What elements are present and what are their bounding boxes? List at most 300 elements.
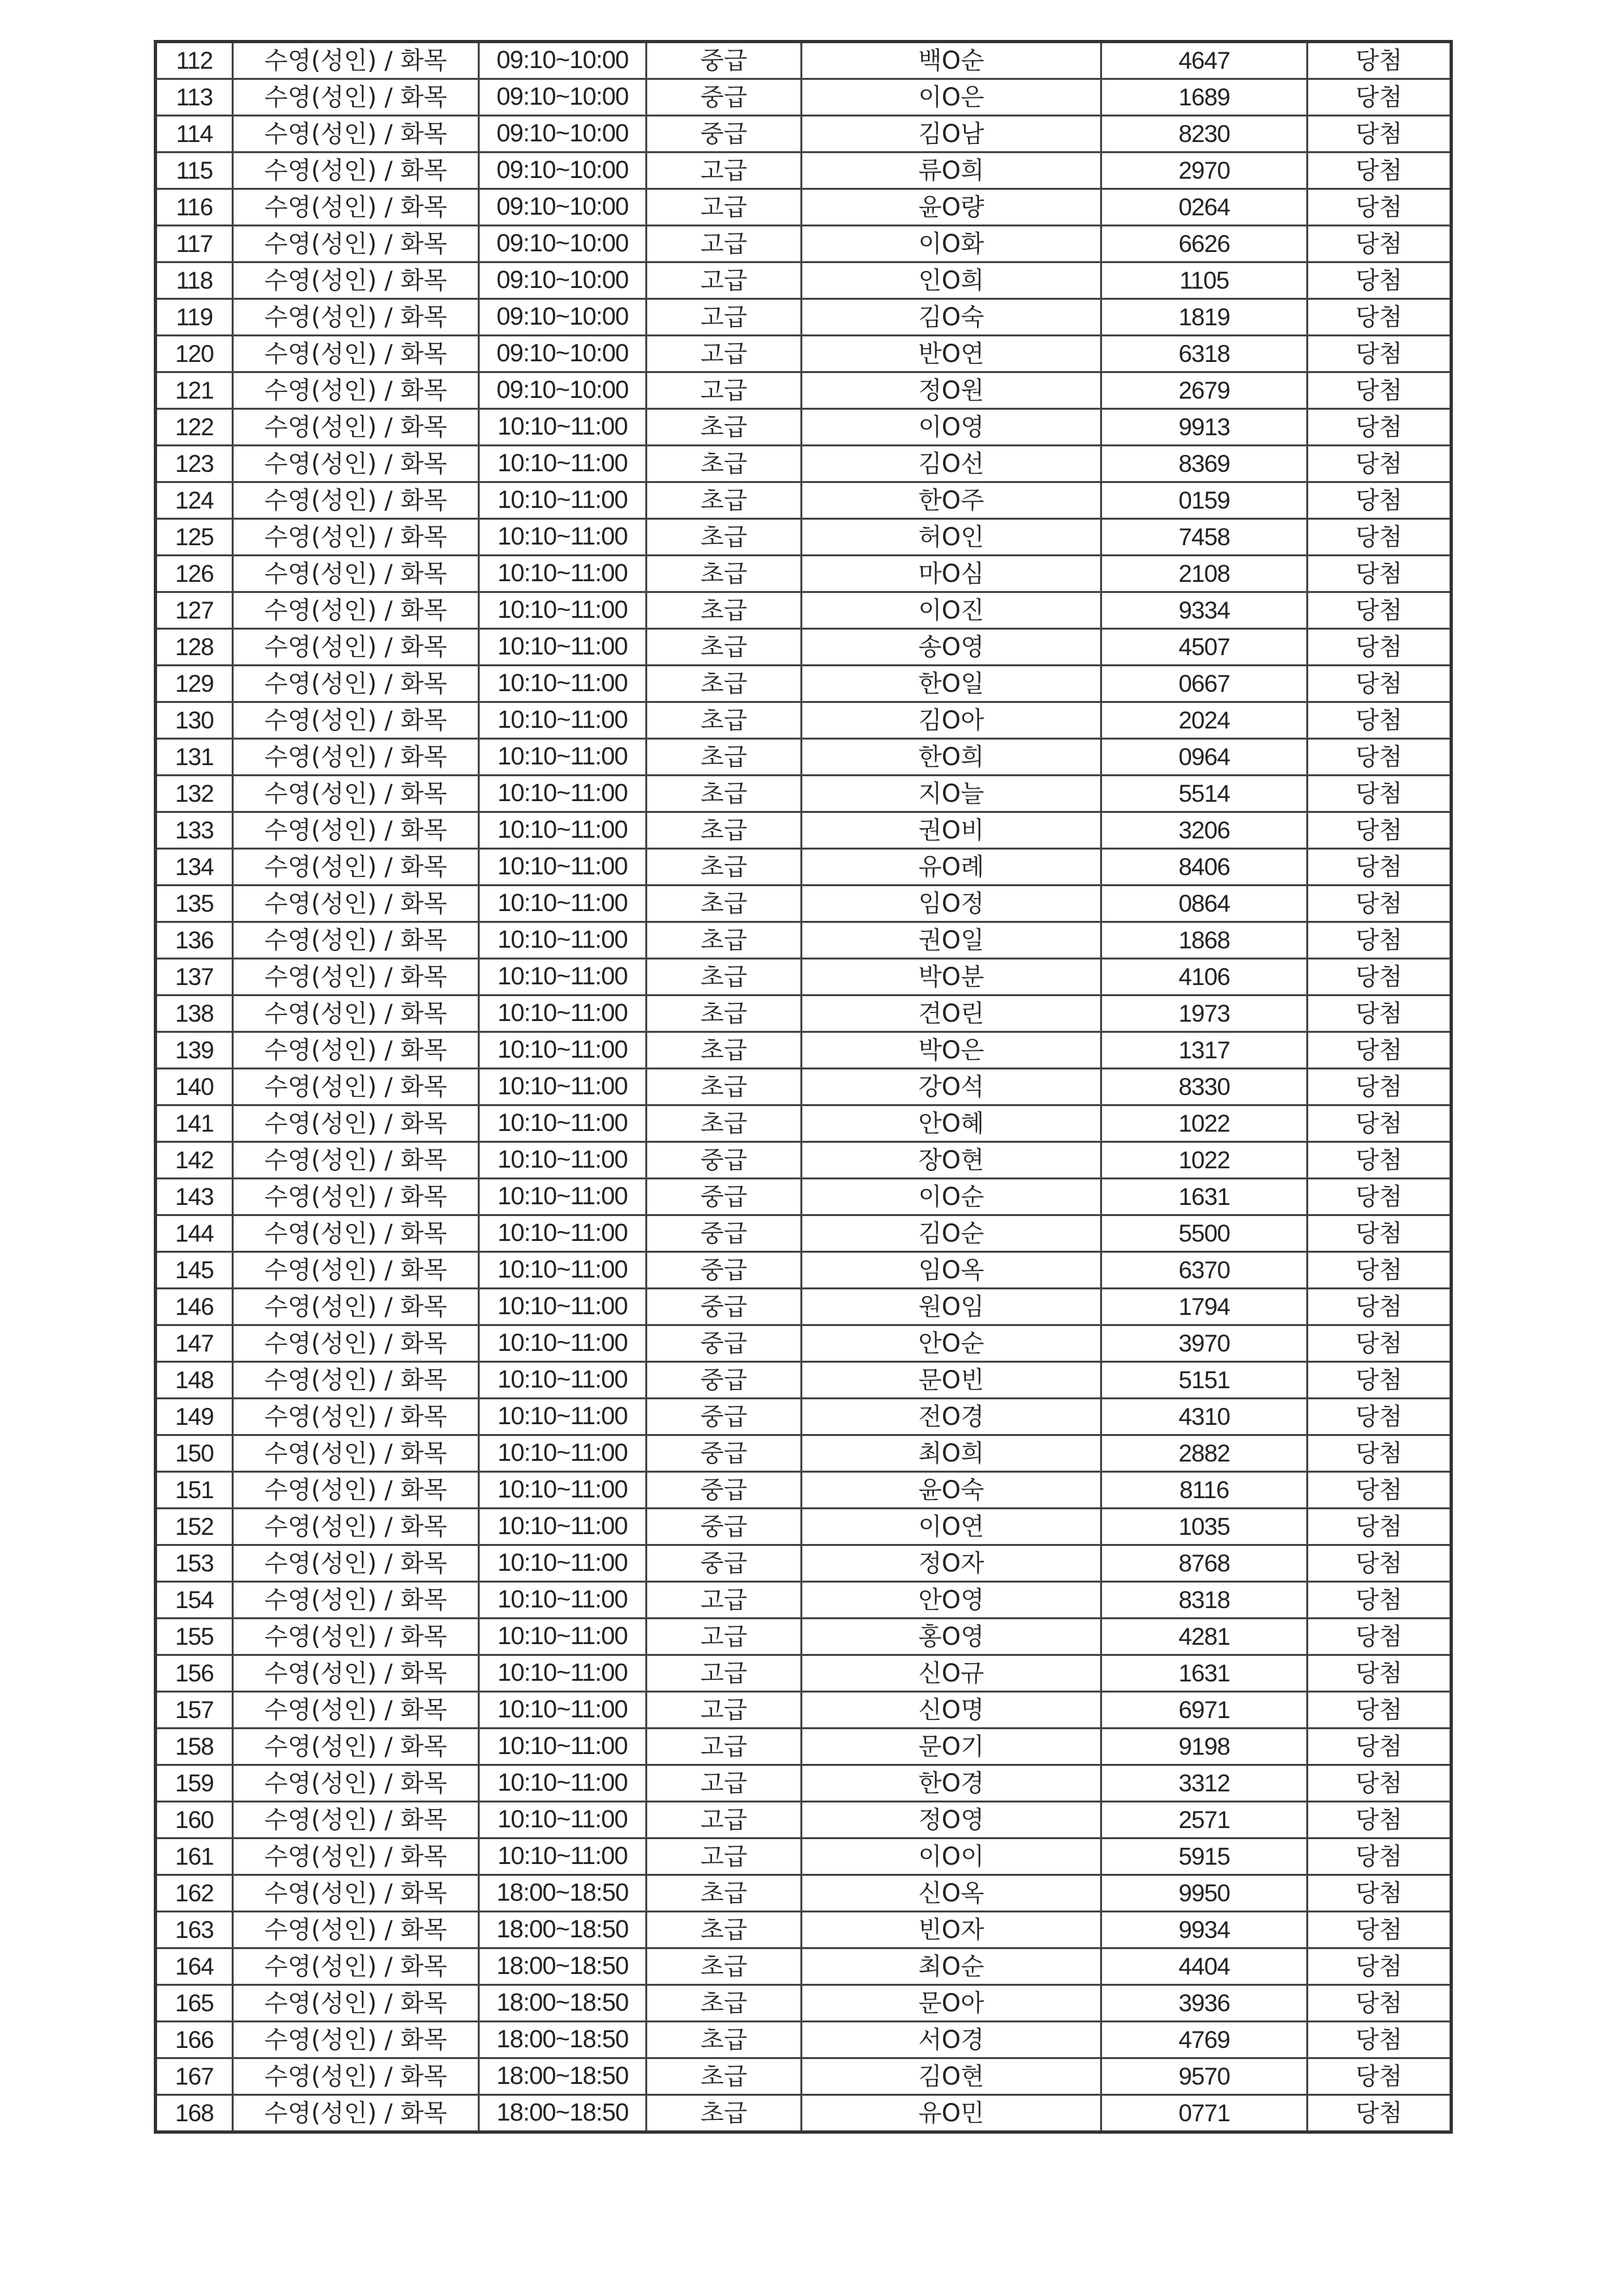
phone-last-digits-cell: 2108 bbox=[1101, 556, 1308, 592]
applicant-name-cell: 이O은 bbox=[802, 79, 1101, 116]
phone-last-digits-cell: 0264 bbox=[1101, 189, 1308, 226]
table-row bbox=[156, 1142, 1452, 1179]
level-cell: 중급 bbox=[647, 1215, 802, 1252]
result-status-cell: 당첨 bbox=[1308, 1325, 1452, 1362]
result-status-cell: 당첨 bbox=[1308, 409, 1452, 446]
result-status-cell: 당첨 bbox=[1308, 1435, 1452, 1472]
program-cell: 수영(성인) / 화목 bbox=[233, 1692, 479, 1729]
level-cell: 고급 bbox=[647, 372, 802, 409]
phone-last-digits-cell: 2679 bbox=[1101, 372, 1308, 409]
result-status-cell: 당첨 bbox=[1308, 519, 1452, 556]
table-row bbox=[156, 226, 1452, 262]
program-cell: 수영(성인) / 화목 bbox=[233, 776, 479, 812]
time-slot-cell: 10:10~11:00 bbox=[479, 1069, 647, 1105]
row-number-cell: 138 bbox=[156, 996, 233, 1032]
table-row bbox=[156, 1802, 1452, 1839]
time-slot-cell: 10:10~11:00 bbox=[479, 1289, 647, 1325]
level-cell: 초급 bbox=[647, 739, 802, 776]
phone-last-digits-cell: 3206 bbox=[1101, 812, 1308, 849]
phone-last-digits-cell: 1022 bbox=[1101, 1142, 1308, 1179]
row-number-cell: 158 bbox=[156, 1729, 233, 1765]
program-cell: 수영(성인) / 화목 bbox=[233, 372, 479, 409]
time-slot-cell: 10:10~11:00 bbox=[479, 776, 647, 812]
level-cell: 초급 bbox=[647, 996, 802, 1032]
time-slot-cell: 10:10~11:00 bbox=[479, 886, 647, 922]
phone-last-digits-cell: 8330 bbox=[1101, 1069, 1308, 1105]
row-number-cell: 123 bbox=[156, 446, 233, 482]
level-cell: 초급 bbox=[647, 2022, 802, 2058]
level-cell: 고급 bbox=[647, 226, 802, 262]
phone-last-digits-cell: 0667 bbox=[1101, 666, 1308, 702]
row-number-cell: 122 bbox=[156, 409, 233, 446]
result-status-cell: 당첨 bbox=[1308, 1215, 1452, 1252]
table-row bbox=[156, 2022, 1452, 2058]
applicant-name-cell: 서O경 bbox=[802, 2022, 1101, 2058]
table-row bbox=[156, 1472, 1452, 1509]
phone-last-digits-cell: 6626 bbox=[1101, 226, 1308, 262]
level-cell: 고급 bbox=[647, 262, 802, 299]
applicant-name-cell: 강O석 bbox=[802, 1069, 1101, 1105]
applicant-name-cell: 이O연 bbox=[802, 1509, 1101, 1545]
result-status-cell: 당첨 bbox=[1308, 1582, 1452, 1619]
phone-last-digits-cell: 0771 bbox=[1101, 2095, 1308, 2132]
phone-last-digits-cell: 2024 bbox=[1101, 702, 1308, 739]
phone-last-digits-cell: 1631 bbox=[1101, 1179, 1308, 1215]
result-status-cell: 당첨 bbox=[1308, 849, 1452, 886]
result-status-cell: 당첨 bbox=[1308, 1289, 1452, 1325]
level-cell: 고급 bbox=[647, 1582, 802, 1619]
level-cell: 고급 bbox=[647, 1692, 802, 1729]
row-number-cell: 128 bbox=[156, 629, 233, 666]
level-cell: 초급 bbox=[647, 2058, 802, 2095]
time-slot-cell: 10:10~11:00 bbox=[479, 702, 647, 739]
time-slot-cell: 10:10~11:00 bbox=[479, 519, 647, 556]
program-cell: 수영(성인) / 화목 bbox=[233, 629, 479, 666]
result-status-cell: 당첨 bbox=[1308, 2058, 1452, 2095]
row-number-cell: 137 bbox=[156, 959, 233, 996]
applicant-name-cell: 박O분 bbox=[802, 959, 1101, 996]
time-slot-cell: 10:10~11:00 bbox=[479, 1509, 647, 1545]
row-number-cell: 161 bbox=[156, 1839, 233, 1875]
applicant-name-cell: 이O화 bbox=[802, 226, 1101, 262]
applicant-name-cell: 송O영 bbox=[802, 629, 1101, 666]
time-slot-cell: 09:10~10:00 bbox=[479, 262, 647, 299]
applicant-name-cell: 장O현 bbox=[802, 1142, 1101, 1179]
time-slot-cell: 10:10~11:00 bbox=[479, 1215, 647, 1252]
phone-last-digits-cell: 6370 bbox=[1101, 1252, 1308, 1289]
time-slot-cell: 09:10~10:00 bbox=[479, 226, 647, 262]
level-cell: 초급 bbox=[647, 849, 802, 886]
result-status-cell: 당첨 bbox=[1308, 1179, 1452, 1215]
applicant-name-cell: 문O기 bbox=[802, 1729, 1101, 1765]
applicant-name-cell: 김O순 bbox=[802, 1215, 1101, 1252]
table-row bbox=[156, 1875, 1452, 1912]
table-row bbox=[156, 1069, 1452, 1105]
phone-last-digits-cell: 4281 bbox=[1101, 1619, 1308, 1655]
applicant-name-cell: 백O순 bbox=[802, 42, 1101, 79]
table-row bbox=[156, 739, 1452, 776]
level-cell: 고급 bbox=[647, 1802, 802, 1839]
table-row bbox=[156, 1729, 1452, 1765]
program-cell: 수영(성인) / 화목 bbox=[233, 1105, 479, 1142]
row-number-cell: 127 bbox=[156, 592, 233, 629]
result-status-cell: 당첨 bbox=[1308, 1802, 1452, 1839]
table-row bbox=[156, 1362, 1452, 1399]
time-slot-cell: 10:10~11:00 bbox=[479, 1472, 647, 1509]
phone-last-digits-cell: 1035 bbox=[1101, 1509, 1308, 1545]
table-row bbox=[156, 189, 1452, 226]
program-cell: 수영(성인) / 화목 bbox=[233, 702, 479, 739]
phone-last-digits-cell: 5151 bbox=[1101, 1362, 1308, 1399]
phone-last-digits-cell: 9934 bbox=[1101, 1912, 1308, 1948]
table-row bbox=[156, 1948, 1452, 1985]
phone-last-digits-cell: 2970 bbox=[1101, 152, 1308, 189]
row-number-cell: 133 bbox=[156, 812, 233, 849]
applicant-name-cell: 한O일 bbox=[802, 666, 1101, 702]
row-number-cell: 152 bbox=[156, 1509, 233, 1545]
program-cell: 수영(성인) / 화목 bbox=[233, 1912, 479, 1948]
phone-last-digits-cell: 1794 bbox=[1101, 1289, 1308, 1325]
table-row bbox=[156, 849, 1452, 886]
program-cell: 수영(성인) / 화목 bbox=[233, 226, 479, 262]
row-number-cell: 120 bbox=[156, 336, 233, 372]
level-cell: 중급 bbox=[647, 1362, 802, 1399]
phone-last-digits-cell: 5514 bbox=[1101, 776, 1308, 812]
time-slot-cell: 09:10~10:00 bbox=[479, 152, 647, 189]
level-cell: 초급 bbox=[647, 702, 802, 739]
table-row bbox=[156, 1765, 1452, 1802]
row-number-cell: 136 bbox=[156, 922, 233, 959]
applicant-name-cell: 반O연 bbox=[802, 336, 1101, 372]
phone-last-digits-cell: 8406 bbox=[1101, 849, 1308, 886]
result-status-cell: 당첨 bbox=[1308, 1692, 1452, 1729]
row-number-cell: 145 bbox=[156, 1252, 233, 1289]
program-cell: 수영(성인) / 화목 bbox=[233, 556, 479, 592]
result-status-cell: 당첨 bbox=[1308, 1985, 1452, 2022]
result-status-cell: 당첨 bbox=[1308, 1069, 1452, 1105]
applicant-name-cell: 권O비 bbox=[802, 812, 1101, 849]
time-slot-cell: 10:10~11:00 bbox=[479, 1032, 647, 1069]
applicant-name-cell: 정O영 bbox=[802, 1802, 1101, 1839]
table-row bbox=[156, 776, 1452, 812]
result-status-cell: 당첨 bbox=[1308, 1545, 1452, 1582]
result-status-cell: 당첨 bbox=[1308, 776, 1452, 812]
phone-last-digits-cell: 1317 bbox=[1101, 1032, 1308, 1069]
level-cell: 초급 bbox=[647, 1032, 802, 1069]
table-row bbox=[156, 482, 1452, 519]
phone-last-digits-cell: 1105 bbox=[1101, 262, 1308, 299]
phone-last-digits-cell: 3312 bbox=[1101, 1765, 1308, 1802]
row-number-cell: 164 bbox=[156, 1948, 233, 1985]
program-cell: 수영(성인) / 화목 bbox=[233, 849, 479, 886]
level-cell: 초급 bbox=[647, 666, 802, 702]
result-status-cell: 당첨 bbox=[1308, 226, 1452, 262]
time-slot-cell: 10:10~11:00 bbox=[479, 629, 647, 666]
program-cell: 수영(성인) / 화목 bbox=[233, 1435, 479, 1472]
phone-last-digits-cell: 0159 bbox=[1101, 482, 1308, 519]
result-status-cell: 당첨 bbox=[1308, 739, 1452, 776]
table-row bbox=[156, 1435, 1452, 1472]
table-row bbox=[156, 1105, 1452, 1142]
program-cell: 수영(성인) / 화목 bbox=[233, 189, 479, 226]
row-number-cell: 150 bbox=[156, 1435, 233, 1472]
level-cell: 초급 bbox=[647, 1105, 802, 1142]
phone-last-digits-cell: 4507 bbox=[1101, 629, 1308, 666]
row-number-cell: 153 bbox=[156, 1545, 233, 1582]
table-row bbox=[156, 886, 1452, 922]
result-status-cell: 당첨 bbox=[1308, 702, 1452, 739]
applicant-name-cell: 유O민 bbox=[802, 2095, 1101, 2132]
phone-last-digits-cell: 9950 bbox=[1101, 1875, 1308, 1912]
row-number-cell: 139 bbox=[156, 1032, 233, 1069]
program-cell: 수영(성인) / 화목 bbox=[233, 1179, 479, 1215]
program-cell: 수영(성인) / 화목 bbox=[233, 336, 479, 372]
row-number-cell: 155 bbox=[156, 1619, 233, 1655]
phone-last-digits-cell: 8230 bbox=[1101, 116, 1308, 152]
table-row bbox=[156, 666, 1452, 702]
row-number-cell: 115 bbox=[156, 152, 233, 189]
table-row bbox=[156, 629, 1452, 666]
phone-last-digits-cell: 9334 bbox=[1101, 592, 1308, 629]
level-cell: 초급 bbox=[647, 482, 802, 519]
program-cell: 수영(성인) / 화목 bbox=[233, 1069, 479, 1105]
program-cell: 수영(성인) / 화목 bbox=[233, 1325, 479, 1362]
time-slot-cell: 10:10~11:00 bbox=[479, 1765, 647, 1802]
phone-last-digits-cell: 1819 bbox=[1101, 299, 1308, 336]
time-slot-cell: 10:10~11:00 bbox=[479, 482, 647, 519]
program-cell: 수영(성인) / 화목 bbox=[233, 1765, 479, 1802]
program-cell: 수영(성인) / 화목 bbox=[233, 519, 479, 556]
program-cell: 수영(성인) / 화목 bbox=[233, 959, 479, 996]
applicant-name-cell: 안O순 bbox=[802, 1325, 1101, 1362]
table-row bbox=[156, 1692, 1452, 1729]
phone-last-digits-cell: 8369 bbox=[1101, 446, 1308, 482]
phone-last-digits-cell: 4404 bbox=[1101, 1948, 1308, 1985]
time-slot-cell: 10:10~11:00 bbox=[479, 1362, 647, 1399]
phone-last-digits-cell: 2882 bbox=[1101, 1435, 1308, 1472]
level-cell: 초급 bbox=[647, 1985, 802, 2022]
applicant-name-cell: 안O영 bbox=[802, 1582, 1101, 1619]
program-cell: 수영(성인) / 화목 bbox=[233, 1472, 479, 1509]
row-number-cell: 162 bbox=[156, 1875, 233, 1912]
time-slot-cell: 10:10~11:00 bbox=[479, 996, 647, 1032]
program-cell: 수영(성인) / 화목 bbox=[233, 1839, 479, 1875]
program-cell: 수영(성인) / 화목 bbox=[233, 1948, 479, 1985]
phone-last-digits-cell: 1631 bbox=[1101, 1655, 1308, 1692]
table-row bbox=[156, 262, 1452, 299]
time-slot-cell: 10:10~11:00 bbox=[479, 1105, 647, 1142]
program-cell: 수영(성인) / 화목 bbox=[233, 2022, 479, 2058]
row-number-cell: 147 bbox=[156, 1325, 233, 1362]
level-cell: 중급 bbox=[647, 1325, 802, 1362]
time-slot-cell: 10:10~11:00 bbox=[479, 409, 647, 446]
table-body bbox=[156, 42, 1452, 2132]
program-cell: 수영(성인) / 화목 bbox=[233, 1875, 479, 1912]
table-row bbox=[156, 1252, 1452, 1289]
result-status-cell: 당첨 bbox=[1308, 372, 1452, 409]
applicant-name-cell: 홍O영 bbox=[802, 1619, 1101, 1655]
program-cell: 수영(성인) / 화목 bbox=[233, 739, 479, 776]
result-status-cell: 당첨 bbox=[1308, 1948, 1452, 1985]
table-row bbox=[156, 922, 1452, 959]
program-cell: 수영(성인) / 화목 bbox=[233, 1362, 479, 1399]
phone-last-digits-cell: 4647 bbox=[1101, 42, 1308, 79]
table-row bbox=[156, 2095, 1452, 2132]
level-cell: 고급 bbox=[647, 336, 802, 372]
program-cell: 수영(성인) / 화목 bbox=[233, 1252, 479, 1289]
phone-last-digits-cell: 0964 bbox=[1101, 739, 1308, 776]
row-number-cell: 143 bbox=[156, 1179, 233, 1215]
result-status-cell: 당첨 bbox=[1308, 1252, 1452, 1289]
time-slot-cell: 10:10~11:00 bbox=[479, 1325, 647, 1362]
level-cell: 초급 bbox=[647, 446, 802, 482]
applicant-name-cell: 이O영 bbox=[802, 409, 1101, 446]
time-slot-cell: 09:10~10:00 bbox=[479, 42, 647, 79]
applicant-name-cell: 최O희 bbox=[802, 1435, 1101, 1472]
applicant-name-cell: 김O현 bbox=[802, 2058, 1101, 2095]
time-slot-cell: 10:10~11:00 bbox=[479, 922, 647, 959]
program-cell: 수영(성인) / 화목 bbox=[233, 922, 479, 959]
level-cell: 중급 bbox=[647, 1399, 802, 1435]
time-slot-cell: 09:10~10:00 bbox=[479, 79, 647, 116]
result-status-cell: 당첨 bbox=[1308, 1875, 1452, 1912]
program-cell: 수영(성인) / 화목 bbox=[233, 79, 479, 116]
program-cell: 수영(성인) / 화목 bbox=[233, 2058, 479, 2095]
time-slot-cell: 10:10~11:00 bbox=[479, 1802, 647, 1839]
row-number-cell: 165 bbox=[156, 1985, 233, 2022]
table-row bbox=[156, 446, 1452, 482]
program-cell: 수영(성인) / 화목 bbox=[233, 1802, 479, 1839]
level-cell: 초급 bbox=[647, 812, 802, 849]
program-cell: 수영(성인) / 화목 bbox=[233, 446, 479, 482]
level-cell: 고급 bbox=[647, 1839, 802, 1875]
result-status-cell: 당첨 bbox=[1308, 482, 1452, 519]
table-row bbox=[156, 1655, 1452, 1692]
level-cell: 초급 bbox=[647, 1912, 802, 1948]
result-status-cell: 당첨 bbox=[1308, 1729, 1452, 1765]
table-row bbox=[156, 996, 1452, 1032]
applicant-name-cell: 신O규 bbox=[802, 1655, 1101, 1692]
program-cell: 수영(성인) / 화목 bbox=[233, 592, 479, 629]
row-number-cell: 151 bbox=[156, 1472, 233, 1509]
phone-last-digits-cell: 7458 bbox=[1101, 519, 1308, 556]
phone-last-digits-cell: 2571 bbox=[1101, 1802, 1308, 1839]
applicant-name-cell: 박O은 bbox=[802, 1032, 1101, 1069]
program-cell: 수영(성인) / 화목 bbox=[233, 886, 479, 922]
program-cell: 수영(성인) / 화목 bbox=[233, 1142, 479, 1179]
applicant-name-cell: 허O인 bbox=[802, 519, 1101, 556]
time-slot-cell: 10:10~11:00 bbox=[479, 1435, 647, 1472]
table-row bbox=[156, 372, 1452, 409]
row-number-cell: 160 bbox=[156, 1802, 233, 1839]
phone-last-digits-cell: 8116 bbox=[1101, 1472, 1308, 1509]
result-status-cell: 당첨 bbox=[1308, 1655, 1452, 1692]
applicant-name-cell: 이O순 bbox=[802, 1179, 1101, 1215]
phone-last-digits-cell: 4106 bbox=[1101, 959, 1308, 996]
time-slot-cell: 10:10~11:00 bbox=[479, 1582, 647, 1619]
result-status-cell: 당첨 bbox=[1308, 1912, 1452, 1948]
time-slot-cell: 10:10~11:00 bbox=[479, 812, 647, 849]
time-slot-cell: 10:10~11:00 bbox=[479, 666, 647, 702]
time-slot-cell: 09:10~10:00 bbox=[479, 189, 647, 226]
time-slot-cell: 10:10~11:00 bbox=[479, 592, 647, 629]
time-slot-cell: 10:10~11:00 bbox=[479, 849, 647, 886]
table-row bbox=[156, 1619, 1452, 1655]
applicant-name-cell: 한O주 bbox=[802, 482, 1101, 519]
time-slot-cell: 18:00~18:50 bbox=[479, 2095, 647, 2132]
table-row bbox=[156, 702, 1452, 739]
row-number-cell: 126 bbox=[156, 556, 233, 592]
level-cell: 중급 bbox=[647, 1435, 802, 1472]
table-row bbox=[156, 1215, 1452, 1252]
table-row bbox=[156, 1985, 1452, 2022]
result-status-cell: 당첨 bbox=[1308, 959, 1452, 996]
program-cell: 수영(성인) / 화목 bbox=[233, 152, 479, 189]
time-slot-cell: 10:10~11:00 bbox=[479, 1179, 647, 1215]
row-number-cell: 135 bbox=[156, 886, 233, 922]
level-cell: 중급 bbox=[647, 1179, 802, 1215]
result-status-cell: 당첨 bbox=[1308, 1032, 1452, 1069]
result-status-cell: 당첨 bbox=[1308, 446, 1452, 482]
program-cell: 수영(성인) / 화목 bbox=[233, 1215, 479, 1252]
level-cell: 중급 bbox=[647, 79, 802, 116]
level-cell: 중급 bbox=[647, 1289, 802, 1325]
table-row bbox=[156, 1582, 1452, 1619]
applicant-name-cell: 유O례 bbox=[802, 849, 1101, 886]
program-cell: 수영(성인) / 화목 bbox=[233, 1399, 479, 1435]
time-slot-cell: 10:10~11:00 bbox=[479, 739, 647, 776]
table-row bbox=[156, 336, 1452, 372]
result-status-cell: 당첨 bbox=[1308, 152, 1452, 189]
result-status-cell: 당첨 bbox=[1308, 1839, 1452, 1875]
time-slot-cell: 18:00~18:50 bbox=[479, 1912, 647, 1948]
row-number-cell: 156 bbox=[156, 1655, 233, 1692]
row-number-cell: 166 bbox=[156, 2022, 233, 2058]
row-number-cell: 129 bbox=[156, 666, 233, 702]
phone-last-digits-cell: 1868 bbox=[1101, 922, 1308, 959]
applicant-name-cell: 김O숙 bbox=[802, 299, 1101, 336]
table-row bbox=[156, 116, 1452, 152]
table-row bbox=[156, 152, 1452, 189]
result-status-cell: 당첨 bbox=[1308, 2022, 1452, 2058]
table-row bbox=[156, 556, 1452, 592]
table-row bbox=[156, 1509, 1452, 1545]
table-row bbox=[156, 2058, 1452, 2095]
program-cell: 수영(성인) / 화목 bbox=[233, 1729, 479, 1765]
result-status-cell: 당첨 bbox=[1308, 1105, 1452, 1142]
time-slot-cell: 10:10~11:00 bbox=[479, 1619, 647, 1655]
level-cell: 초급 bbox=[647, 409, 802, 446]
row-number-cell: 163 bbox=[156, 1912, 233, 1948]
table-row bbox=[156, 1289, 1452, 1325]
program-cell: 수영(성인) / 화목 bbox=[233, 666, 479, 702]
row-number-cell: 146 bbox=[156, 1289, 233, 1325]
level-cell: 초급 bbox=[647, 1069, 802, 1105]
level-cell: 초급 bbox=[647, 1875, 802, 1912]
level-cell: 고급 bbox=[647, 1765, 802, 1802]
level-cell: 초급 bbox=[647, 592, 802, 629]
time-slot-cell: 18:00~18:50 bbox=[479, 1875, 647, 1912]
table-row bbox=[156, 959, 1452, 996]
applicant-name-cell: 최O순 bbox=[802, 1948, 1101, 1985]
row-number-cell: 144 bbox=[156, 1215, 233, 1252]
applicant-name-cell: 정O자 bbox=[802, 1545, 1101, 1582]
program-cell: 수영(성인) / 화목 bbox=[233, 1582, 479, 1619]
level-cell: 초급 bbox=[647, 959, 802, 996]
time-slot-cell: 10:10~11:00 bbox=[479, 1655, 647, 1692]
row-number-cell: 134 bbox=[156, 849, 233, 886]
phone-last-digits-cell: 9913 bbox=[1101, 409, 1308, 446]
